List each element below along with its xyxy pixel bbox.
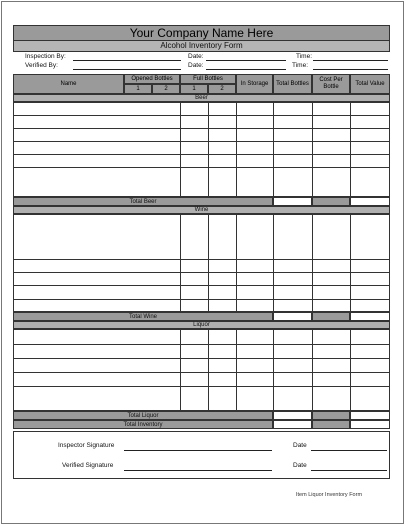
signature-date1-field[interactable] [311, 450, 387, 451]
date-label: Date: [188, 53, 204, 60]
time-field[interactable] [313, 60, 388, 61]
col-total-value: Total Value [350, 74, 390, 94]
time2-label: Time: [292, 62, 309, 69]
form-title: Alcohol Inventory Form [13, 41, 390, 52]
col-full-bottles: Full Bottles [180, 74, 236, 84]
total-inventory-cost [312, 420, 350, 429]
col-full-2: 2 [208, 84, 236, 94]
col-opened-2: 2 [152, 84, 180, 94]
total-inventory-bottles[interactable] [273, 420, 312, 429]
beer-grid[interactable] [13, 102, 390, 197]
col-total-bottles: Total Bottles [273, 74, 312, 94]
inspected-by-label: Inspection By: [25, 53, 66, 60]
inspected-by-field[interactable] [73, 60, 181, 61]
verified-by-label: Verified By: [25, 62, 58, 69]
inspector-signature-field[interactable] [124, 450, 272, 451]
wine-grid[interactable] [13, 214, 390, 312]
col-in-storage: In Storage [236, 74, 273, 94]
signature-date1-label: Date [293, 442, 307, 449]
total-wine-label: Total Wine [13, 312, 273, 321]
verified-signature-field[interactable] [124, 470, 272, 471]
total-inventory-value[interactable] [350, 420, 390, 429]
col-opened-bottles: Opened Bottles [124, 74, 180, 84]
total-beer-value[interactable] [350, 197, 390, 206]
signature-date2-label: Date [293, 462, 307, 469]
verified-signature-label: Verified Signature [62, 462, 114, 469]
total-beer-label: Total Beer [13, 197, 273, 206]
section-liquor: Liquor [13, 321, 390, 329]
total-beer-cost [312, 197, 350, 206]
time-label: Time: [296, 53, 313, 60]
total-beer-bottles[interactable] [273, 197, 312, 206]
total-liquor-value[interactable] [350, 411, 390, 420]
date-field[interactable] [206, 60, 286, 61]
section-beer: Beer [13, 94, 390, 102]
section-wine: Wine [13, 206, 390, 214]
total-wine-value[interactable] [350, 312, 390, 321]
signature-date2-field[interactable] [311, 470, 387, 471]
signature-box [13, 431, 390, 479]
date2-field[interactable] [206, 69, 286, 70]
footer-text: Item Liquor Inventory Form [296, 492, 363, 498]
col-full-1: 1 [180, 84, 208, 94]
date2-label: Date: [188, 62, 204, 69]
total-wine-bottles[interactable] [273, 312, 312, 321]
verified-by-field[interactable] [73, 69, 181, 70]
time2-field[interactable] [313, 69, 388, 70]
liquor-grid[interactable] [13, 329, 390, 411]
col-name: Name [13, 74, 124, 94]
col-cost-per-bottle: Cost Per Bottle [312, 74, 350, 94]
total-liquor-label: Total Liquor [13, 411, 273, 420]
total-liquor-cost [312, 411, 350, 420]
company-name: Your Company Name Here [13, 25, 390, 41]
inspector-signature-label: Inspector Signature [58, 442, 115, 449]
total-inventory-label: Total Inventory [13, 420, 273, 429]
col-opened-1: 1 [124, 84, 152, 94]
total-wine-cost [312, 312, 350, 321]
total-liquor-bottles[interactable] [273, 411, 312, 420]
